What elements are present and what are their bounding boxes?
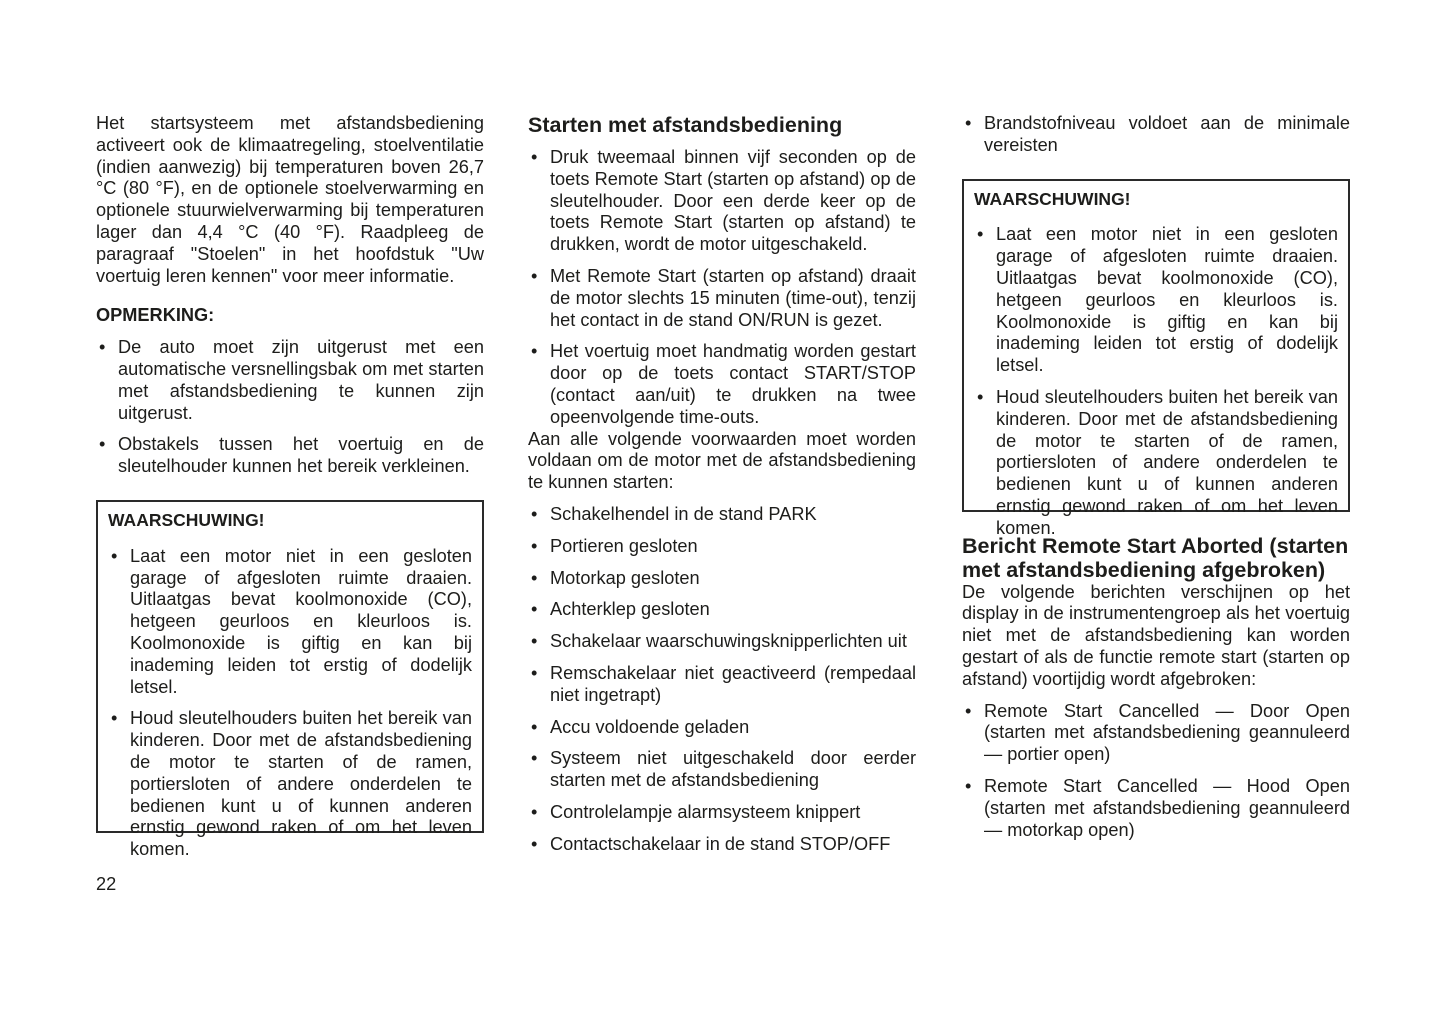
note-label: OPMERKING:	[96, 305, 215, 326]
bullet-icon: •	[531, 801, 538, 822]
list-item: • Remschakelaar niet geactiveerd (rempedaal niet ingetrapt)	[531, 662, 916, 705]
bullet-icon: •	[531, 748, 538, 769]
list-item: • Het voertuig moet handmatig worden gestart door op de toets contact START/STOP (contact aan/uit) te drukken na twee opeenvolgende time-outs.	[531, 341, 916, 427]
warning-title: WAARSCHUWING!	[974, 188, 1131, 209]
bullet-icon: •	[531, 535, 538, 556]
intro-paragraph: Het startsysteem met afstandsbediening activeert ook de klimaatregeling, stoelventilatie (indien aanwezig) bij temperaturen boven 26,7 °C (80 °F), en de optionele stoelverwarming en optionele stuurwielverwarming bij temperaturen lager dan 4,4 °C (40 °F). Raadpleeg de paragraaf "Stoelen" in het hoofdstuk "Uw voertuig leren kennen" voor meer informatie.	[96, 113, 484, 286]
bullet-icon: •	[965, 113, 972, 133]
bullet-icon: •	[99, 337, 106, 358]
bullet-icon: •	[531, 567, 538, 588]
section-heading: Bericht Remote Start Aborted (starten met afstandsbediening afgebroken)	[962, 533, 1349, 582]
bullet-icon: •	[965, 700, 972, 721]
list-item: • Met Remote Start (starten op afstand) draait de motor slechts 15 minuten (time-out), tenzij het contact in de stand ON/RUN is gezet.	[531, 265, 916, 330]
list-item: • Brandstofniveau voldoet aan de minimale vereisten	[965, 113, 1350, 155]
conditions-intro: Aan alle volgende voorwaarden moet worden voldaan om de motor met de afstandsbediening te kunnen starten:	[528, 428, 916, 493]
list-item: • Schakelhendel in de stand PARK	[531, 503, 817, 524]
list-item: • Houd sleutelhouders buiten het bereik van kinderen. Door met de afstandsbediening de motor te starten of de ramen, portiersloten of andere onderdelen te bedienen kunt u of kunnen anderen ernstig gewond raken of om het leven komen.	[977, 386, 1338, 538]
list-item: • Motorkap gesloten	[531, 567, 700, 588]
column-right	[962, 113, 1350, 851]
list-item: • Portieren gesloten	[531, 535, 698, 556]
bullet-icon: •	[531, 662, 538, 683]
section-heading: Starten met afstandsbediening	[528, 113, 843, 137]
bullet-icon: •	[977, 224, 984, 245]
warning-list	[974, 224, 1338, 539]
steps-list	[528, 147, 916, 429]
list-item: • Remote Start Cancelled — Door Open (starten met afstandsbediening geannuleerd — portier open)	[965, 700, 1350, 765]
bullet-icon: •	[531, 599, 538, 620]
warning-list	[108, 546, 472, 861]
bullet-icon: •	[99, 434, 106, 455]
list-item: • Contactschakelaar in de stand STOP/OFF	[531, 833, 891, 854]
list-item: • De auto moet zijn uitgerust met een automatische versnellingsbak om met starten met afstandsbediening te kunnen zijn uitgerust.	[99, 337, 484, 423]
list-item: • Schakelaar waarschuwingsknipperlichten uit	[531, 631, 907, 652]
list-item: • Druk tweemaal binnen vijf seconden op de toets Remote Start (starten op afstand) op de sleutelhouder. Door een derde keer op de toets Remote Start (starten op afstand) te drukken, wordt de motor uitgeschakeld.	[531, 147, 916, 255]
column-left	[96, 113, 484, 860]
bullet-icon: •	[977, 386, 984, 407]
bullet-icon: •	[111, 708, 118, 729]
bullet-icon: •	[531, 631, 538, 652]
conditions-list-continued	[962, 113, 1350, 157]
warning-box	[962, 179, 1350, 538]
page-number: 22	[96, 874, 117, 894]
warning-box	[96, 500, 484, 860]
body-paragraph: De volgende berichten verschijnen op het display in de instrumentengroep als het voertuig niet met de afstandsbediening kan worden gestart of als de functie remote start (starten op afstand) voortijdig wordt afgebroken:	[962, 581, 1350, 689]
bullet-icon: •	[531, 503, 538, 524]
list-item: • Remote Start Cancelled — Hood Open (starten met afstandsbediening geannuleerd — motorkap open)	[965, 775, 1350, 840]
list-item: • Houd sleutelhouders buiten het bereik van kinderen. Door met de afstandsbediening de motor te starten of de ramen, portiersloten of andere onderdelen te bedienen kunt u of kunnen anderen ernstig gewond raken of om het leven komen.	[111, 708, 472, 860]
messages-list	[962, 701, 1350, 842]
list-item: • Obstakels tussen het voertuig en de sleutelhouder kunnen het bereik verkleinen.	[99, 434, 484, 477]
bullet-icon: •	[531, 147, 538, 167]
bullet-icon: •	[111, 545, 118, 566]
list-item: • Achterklep gesloten	[531, 599, 710, 620]
column-middle	[528, 113, 916, 866]
bullet-icon: •	[531, 833, 538, 854]
list-item: • Laat een motor niet in een gesloten garage of afgesloten ruimte draaien. Uitlaatgas bevat koolmonoxide (CO), hetgeen geurloos en kleurloos is. Koolmonoxide is giftig en kan bij inademing leiden tot erstig of dodelijk letsel.	[977, 224, 1338, 376]
list-item: • Systeem niet uitgeschakeld door eerder starten met de afstandsbediening	[531, 748, 916, 791]
list-item: • Laat een motor niet in een gesloten garage of afgesloten ruimte draaien. Uitlaatgas bevat koolmonoxide (CO), hetgeen geurloos en kleurloos is. Koolmonoxide is giftig en kan bij inademing leiden tot erstig of dodelijk letsel.	[111, 545, 472, 697]
bullet-icon: •	[531, 265, 538, 286]
conditions-list	[528, 504, 916, 856]
note-list	[96, 337, 484, 478]
bullet-icon: •	[531, 341, 538, 362]
list-item: • Controlelampje alarmsysteem knippert	[531, 801, 861, 822]
bullet-icon: •	[531, 716, 538, 737]
bullet-icon: •	[965, 775, 972, 796]
warning-title: WAARSCHUWING!	[108, 509, 265, 530]
list-item: • Accu voldoende geladen	[531, 716, 750, 737]
